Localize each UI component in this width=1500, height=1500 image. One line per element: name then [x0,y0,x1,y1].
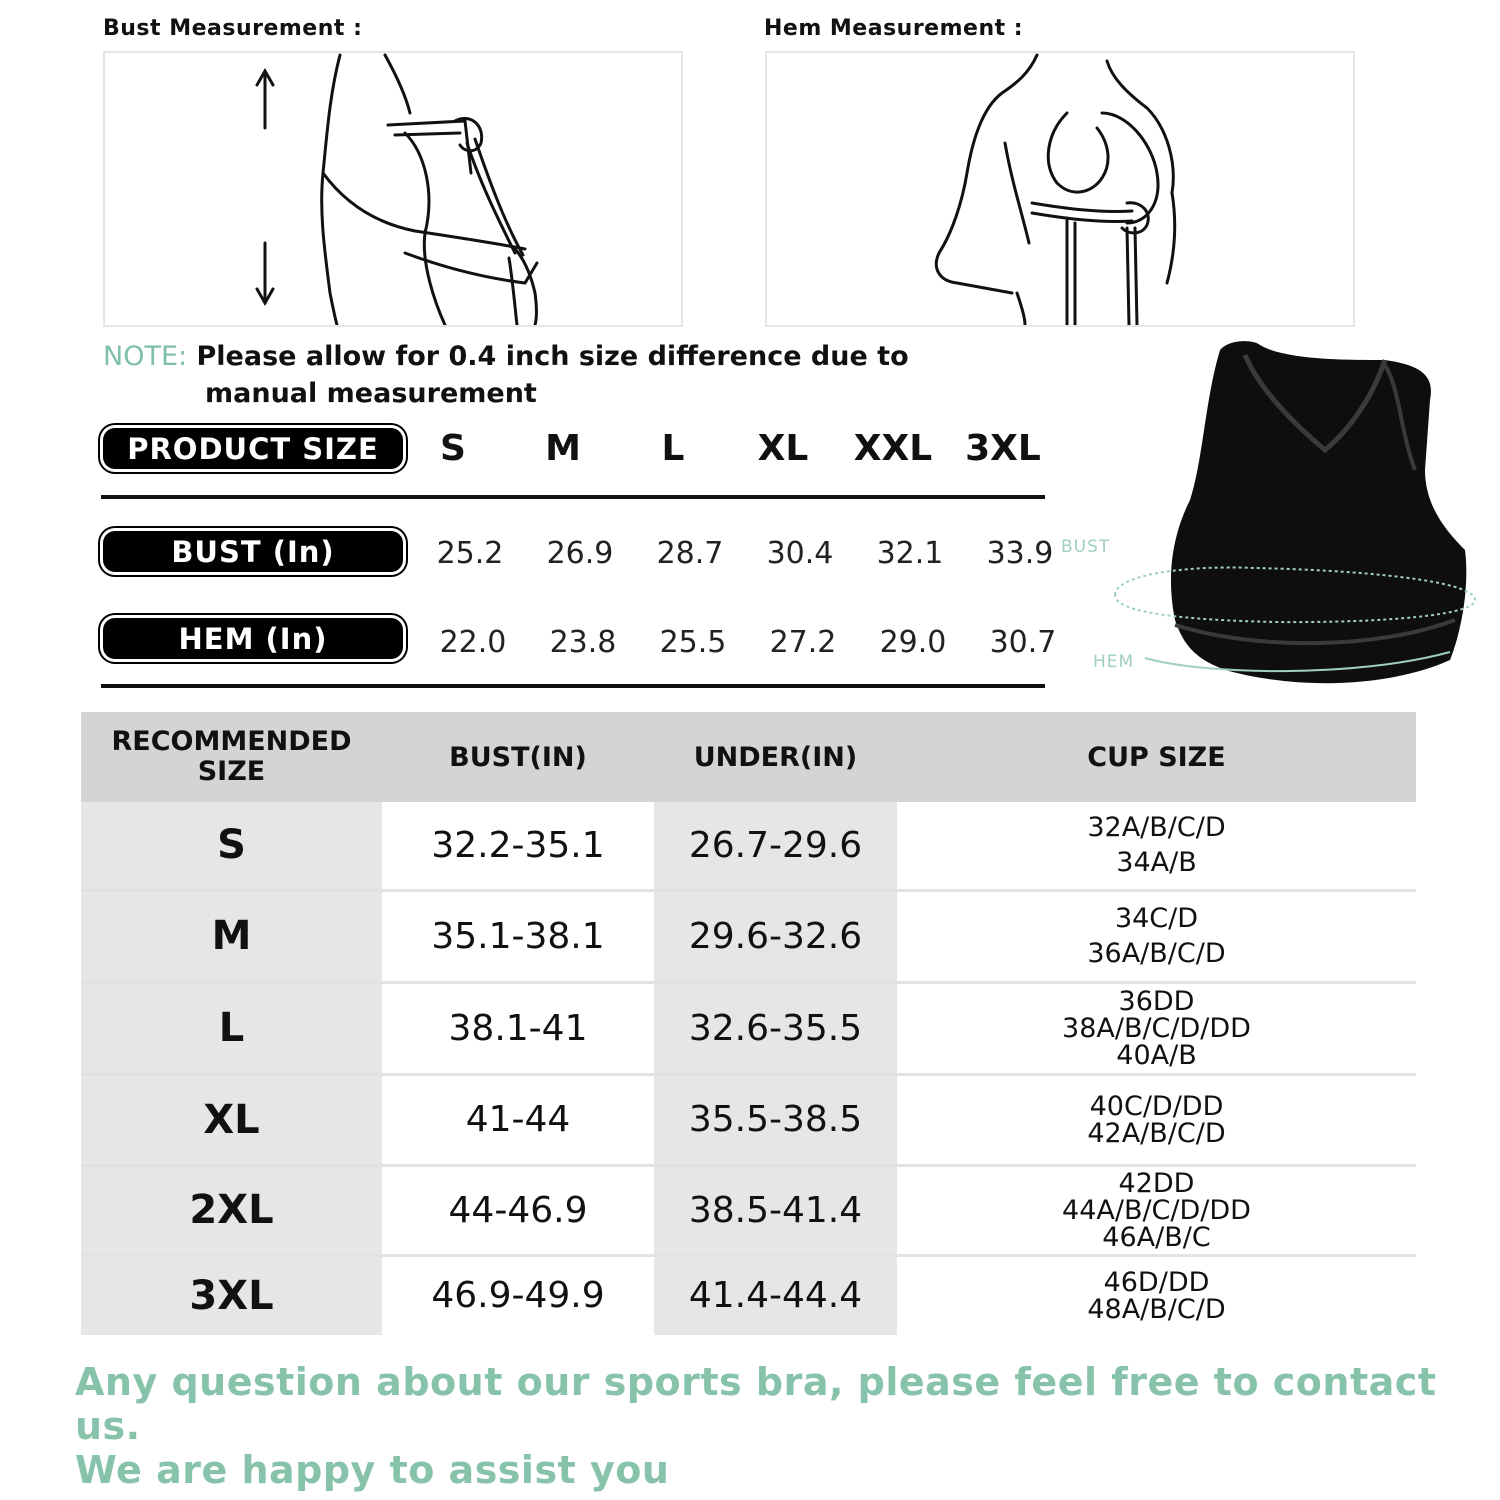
cup-size-cell [897,802,1416,890]
recommended-size-table [81,712,1416,1335]
table-row [81,1074,1416,1165]
hem-value: 23.8 [549,625,617,660]
cup-line: 46A/B/C [1102,1221,1211,1253]
sports-bra-image [1055,330,1495,700]
contact-footer [75,1360,1485,1492]
size-cell: M [81,890,382,982]
bust-range-cell: 38.1-41 [382,982,654,1074]
note-label: NOTE: [103,341,188,372]
cup-size-cell [897,890,1416,982]
header-recommended-size: RECOMMENDED SIZE [81,712,382,802]
bust-range-cell: 46.9-49.9 [431,1275,605,1317]
footer-line-1: Any question about our sports bra, please feel free to contact us. [75,1360,1437,1448]
hem-figure-drawing [767,53,1353,325]
note-line-2: manual measurement [205,378,537,409]
bust-value: 28.7 [656,536,724,571]
size-cell: 3XL [81,1255,382,1335]
under-range-cell: 35.5-38.5 [654,1074,897,1165]
product-size-cell: M [545,428,581,469]
bust-range-cell: 41-44 [382,1074,654,1165]
hem-value: 27.2 [769,625,837,660]
cup-line: 36DD [1118,985,1195,1017]
cup-line: 42A/B/C/D [1087,1117,1226,1149]
bust-value: 33.9 [986,536,1054,571]
bust-range-cell: 32.2-35.1 [382,802,654,890]
bust-value: 26.9 [546,536,614,571]
product-size-cell: XXL [853,428,933,469]
header-under: UNDER(IN) [654,712,897,802]
hem-row-label: HEM (In) [103,618,403,659]
cup-size-cell [897,1165,1416,1255]
product-size-row [398,428,1058,469]
bust-range-cell: 35.1-38.1 [382,890,654,982]
cup-size-cell [897,1074,1416,1165]
measurement-note [103,338,923,412]
divider-top [101,495,1045,499]
product-size-cell: S [440,428,466,469]
cup-line: 34A/B [1116,847,1197,879]
hem-value: 25.5 [659,625,727,660]
under-range-cell: 41.4-44.4 [654,1255,897,1335]
hem-values-row [418,625,1078,660]
hem-value: 22.0 [439,625,507,660]
under-range-cell: 32.6-35.5 [654,982,897,1074]
footer-line-2: We are happy to assist you [75,1448,670,1492]
hem-value: 29.0 [879,625,947,660]
bust-range-cell: 44-46.9 [382,1165,654,1255]
bust-values-row [415,536,1075,571]
bust-value: 32.1 [876,536,944,571]
header-bust: BUST(IN) [382,712,654,802]
size-cell: L [81,982,382,1074]
cup-line: 46D/DD [1103,1266,1210,1298]
bust-measurement-caption: Bust Measurement : [103,16,363,41]
bust-value: 25.2 [436,536,504,571]
header-cup-size: CUP SIZE [897,712,1416,802]
table-row [81,982,1416,1074]
cup-line: 38A/B/C/D/DD [1062,1012,1251,1044]
product-size-header: PRODUCT SIZE [103,428,403,469]
hem-measurement-illustration [765,51,1355,327]
hem-value: 30.7 [989,625,1057,660]
table-row [81,890,1416,982]
bust-row-label: BUST (In) [103,531,403,572]
cup-line: 32A/B/C/D [1087,812,1226,844]
under-range-cell: 38.5-41.4 [654,1165,897,1255]
cup-line: 42DD [1118,1167,1195,1199]
product-size-cell: 3XL [965,428,1041,469]
bra-hem-label: HEM [1093,652,1135,672]
bust-figure-drawing [105,53,681,325]
cup-size-cell [897,982,1416,1074]
bra-bust-label: BUST [1061,537,1111,557]
product-size-cell: XL [757,428,809,469]
divider-bottom [101,684,1045,688]
under-range-cell: 26.7-29.6 [654,802,897,890]
bust-value: 30.4 [766,536,834,571]
size-cell: XL [81,1074,382,1165]
size-cell: 2XL [81,1165,382,1255]
bust-measurement-illustration [103,51,683,327]
table-row [81,1255,1416,1335]
cup-line: 40A/B [1116,1039,1197,1071]
hem-measurement-caption: Hem Measurement : [764,16,1024,41]
table-row [81,802,1416,890]
size-cell: S [81,802,382,890]
cup-size-cell [897,1255,1416,1335]
cup-line: 36A/B/C/D [1087,938,1226,969]
table-row [81,1165,1416,1255]
under-range-cell: 29.6-32.6 [654,890,897,982]
cup-line: 44A/B/C/D/DD [1062,1194,1251,1226]
note-line-1: Please allow for 0.4 inch size difference due to [196,341,909,372]
product-size-cell: L [661,428,685,469]
table-header-row [81,712,1416,802]
cup-line: 34C/D [1114,903,1199,934]
sports-bra-drawing [1055,330,1495,700]
cup-line: 48A/B/C/D [1087,1293,1226,1325]
cup-line: 40C/D/DD [1089,1090,1224,1122]
